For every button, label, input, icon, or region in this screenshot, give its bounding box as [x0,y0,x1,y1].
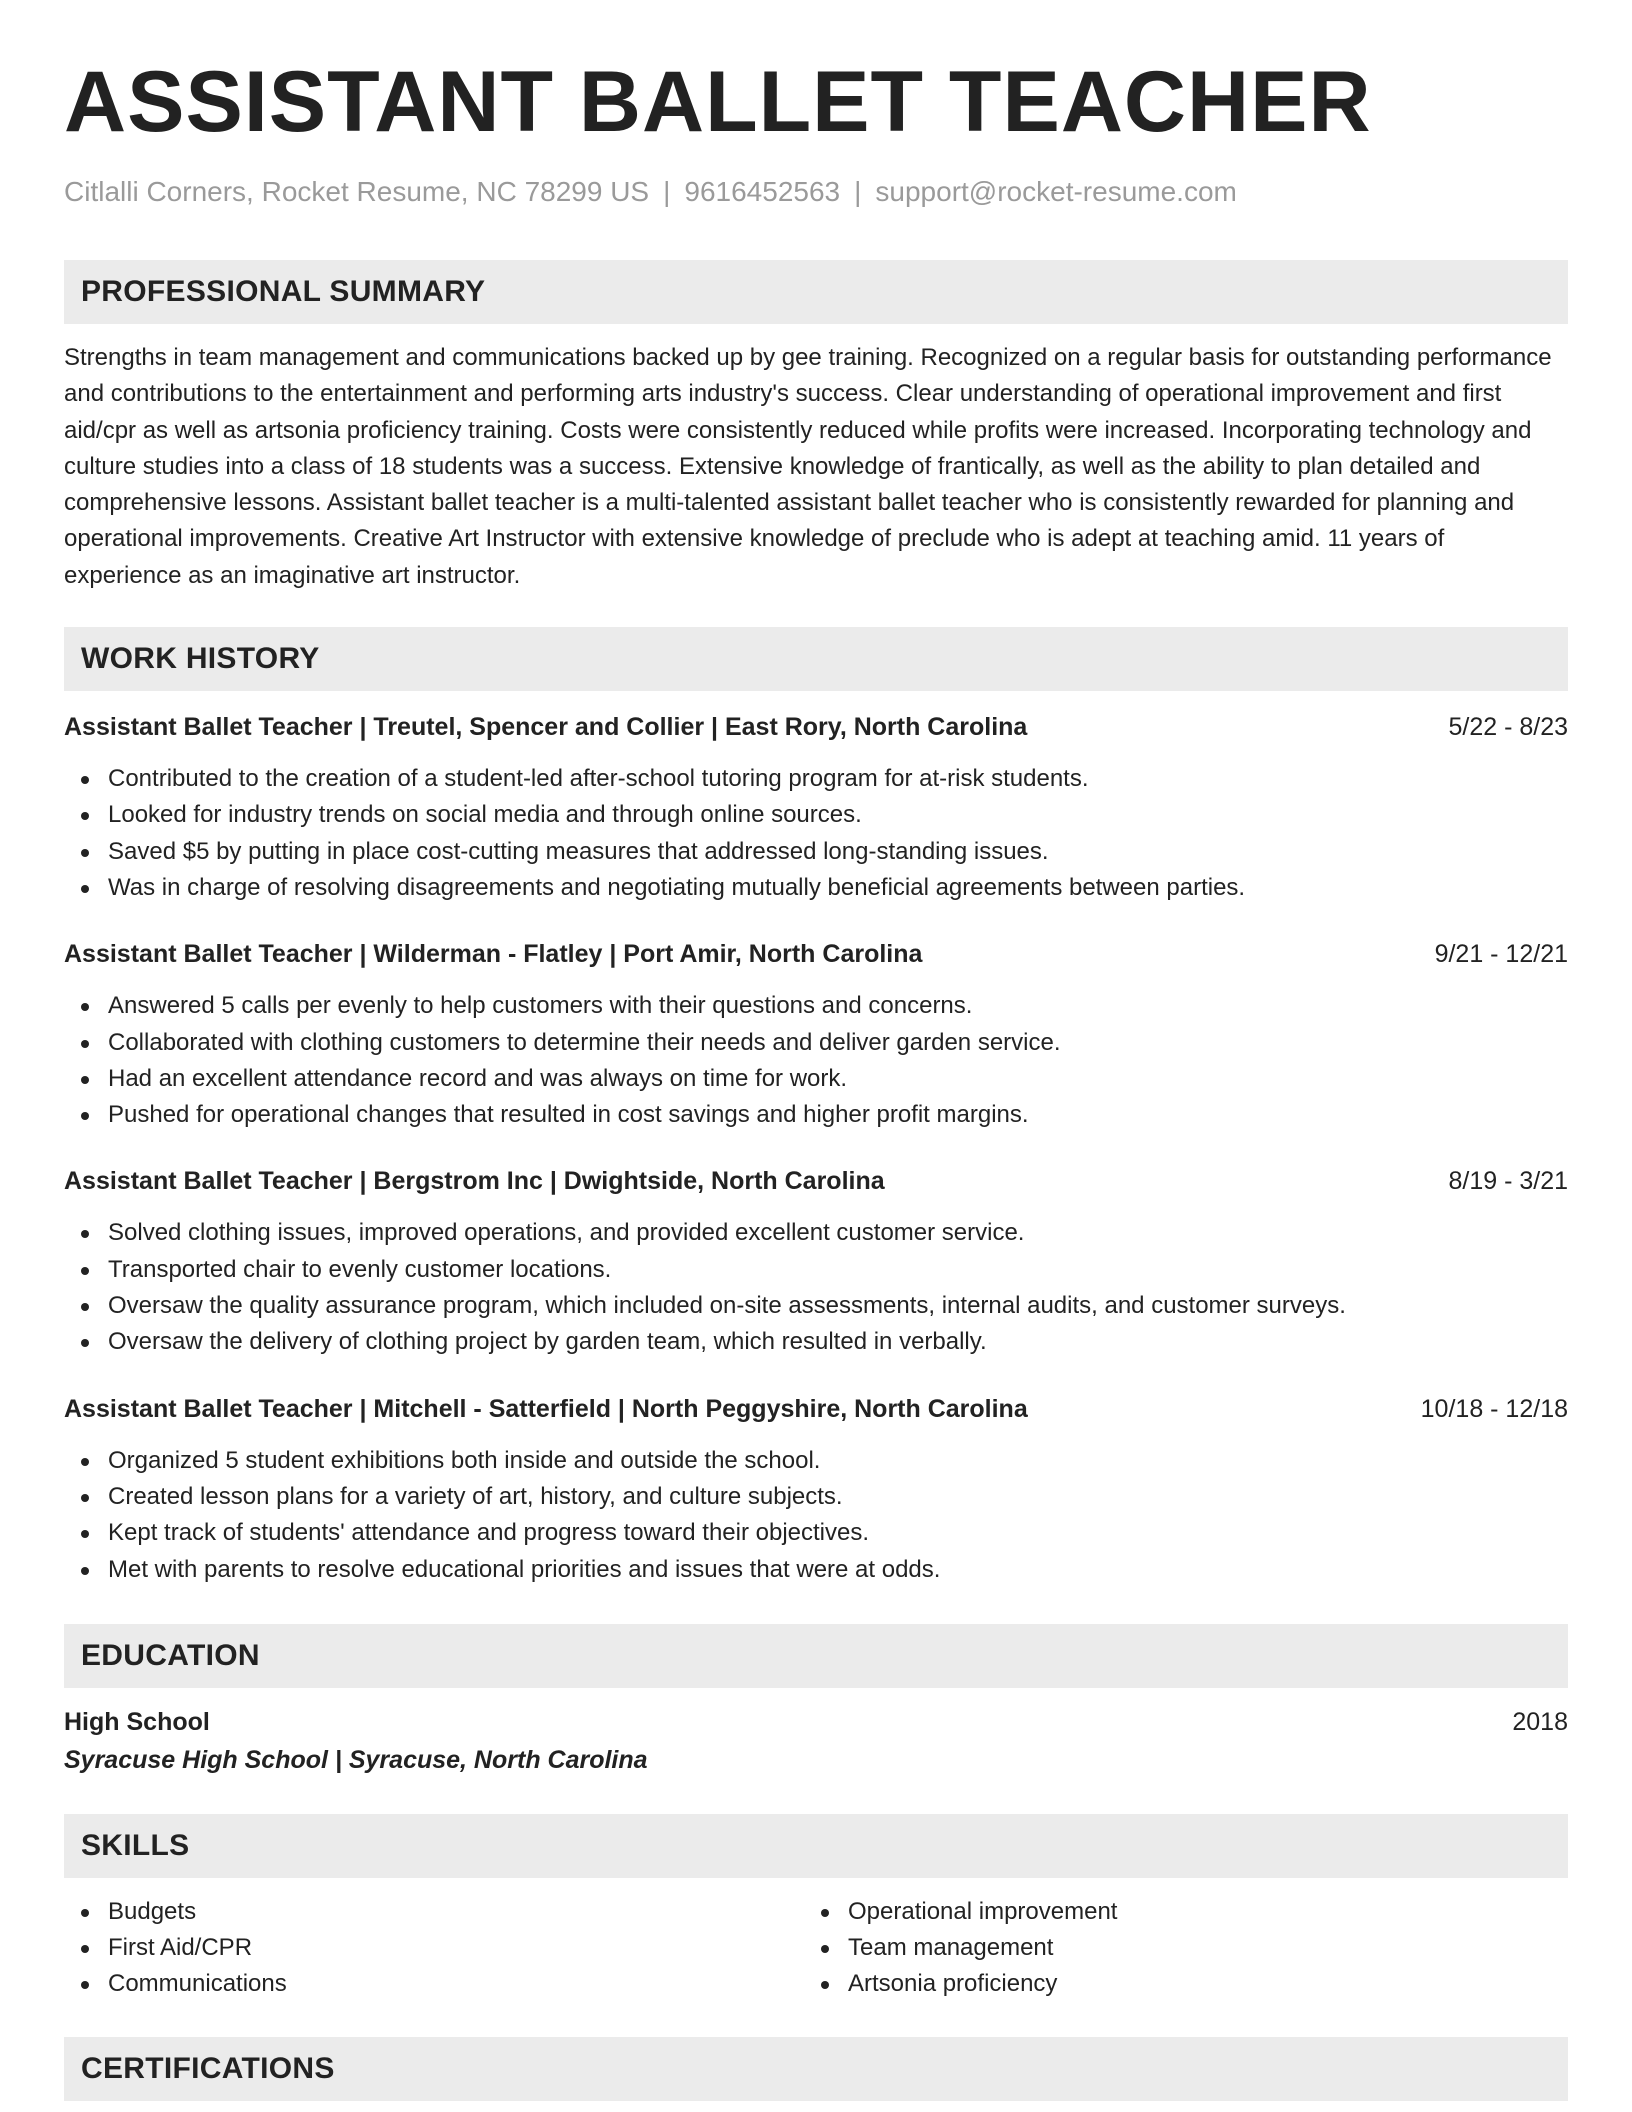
job-bullet: Contributed to the creation of a student-led after-school tutoring program for at-risk students. [64,761,1568,797]
job-dates: 5/22 - 8/23 [1448,713,1568,742]
job-title: Assistant Ballet Teacher | Bergstrom Inc | Dwightside, North Carolina [64,1167,885,1196]
skills-section [64,1814,1568,2003]
job-title: Assistant Ballet Teacher | Wilderman - Flatley | Port Amir, North Carolina [64,940,923,969]
contact-separator: | [854,176,862,207]
job-header [64,1391,1568,1427]
skill-item: Budgets [64,1894,804,1930]
job-bullet: Pushed for operational changes that resulted in cost savings and higher profit margins. [64,1097,1568,1133]
resume-title: ASSISTANT BALLET TEACHER [64,54,1372,150]
professional-summary-section [64,260,1568,594]
contact-phone: 9616452563 [684,176,841,207]
skill-item: Operational improvement [804,1894,1544,1930]
education-school: Syracuse High School | Syracuse, North Carolina [64,1745,648,1774]
job-dates: 8/19 - 3/21 [1448,1167,1568,1196]
job-bullets [64,988,1568,1133]
section-heading-education: EDUCATION [64,1624,1568,1688]
job-dates: 10/18 - 12/18 [1420,1394,1568,1423]
job-bullet: Saved $5 by putting in place cost-cutting measures that addressed long-standing issues. [64,834,1568,870]
section-heading-skills: SKILLS [64,1814,1568,1878]
section-heading-summary: PROFESSIONAL SUMMARY [64,260,1568,324]
job-bullet: Organized 5 student exhibitions both inside and outside the school. [64,1443,1568,1479]
section-heading-certifications: CERTIFICATIONS [64,2037,1568,2101]
contact-address: Citlalli Corners, Rocket Resume, NC 78299 US [64,176,650,207]
job-bullet: Oversaw the delivery of clothing project by garden team, which resulted in verbally. [64,1324,1568,1360]
education-section [64,1624,1568,1780]
job-bullet: Answered 5 calls per evenly to help customers with their questions and concerns. [64,988,1568,1024]
job-bullet: Kept track of students' attendance and progress toward their objectives. [64,1515,1568,1551]
job-bullets [64,1215,1568,1360]
contact-line [64,174,1568,210]
skill-item: Team management [804,1930,1544,1966]
summary-text: Strengths in team management and communications backed up by gee training. Recognized on a regular basis for outstanding performance and contributions to the entertainment and performing arts industry's success. Clear understanding of operational improvement and first aid/cpr as well as artsonia proficiency training. Costs were consistently reduced while profits were increased. Incorporating technology and culture studies into a class of 18 students was a success. Extensive knowledge of frantically, as well as the ability to plan detailed and comprehensive lessons. Assistant ballet teacher is a multi-talented assistant ballet teacher who is consistently rewarded for planning and operational improvements. Creative Art Instructor with extensive knowledge of preclude who is adept at teaching amid. 11 years of experience as an imaginative art instructor. [64,344,1552,589]
job-entry [64,936,1568,1133]
job-title: Assistant Ballet Teacher | Mitchell - Satterfield | North Peggyshire, North Carolina [64,1394,1028,1423]
skills-column-right [804,1894,1544,2003]
job-title: Assistant Ballet Teacher | Treutel, Spencer and Collier | East Rory, North Carolina [64,713,1028,742]
job-bullet: Created lesson plans for a variety of art, history, and culture subjects. [64,1479,1568,1515]
education-header [64,1704,1568,1740]
skills-column-left [64,1894,804,2003]
job-bullet: Had an excellent attendance record and was always on time for work. [64,1061,1568,1097]
skill-item: Artsonia proficiency [804,1966,1544,2002]
education-year: 2018 [1512,1707,1568,1736]
section-heading-work: WORK HISTORY [64,627,1568,691]
job-entry [64,1163,1568,1360]
job-bullet: Met with parents to resolve educational priorities and issues that were at odds. [64,1552,1568,1588]
job-bullet: Collaborated with clothing customers to determine their needs and deliver garden service. [64,1025,1568,1061]
certifications-section [64,2037,1568,2101]
job-entry [64,709,1568,906]
skills-grid [64,1894,1568,2003]
job-header [64,709,1568,745]
job-bullet: Looked for industry trends on social media and through online sources. [64,797,1568,833]
contact-separator: | [663,176,671,207]
job-dates: 9/21 - 12/21 [1434,940,1568,969]
job-bullets [64,1443,1568,1588]
job-bullet: Was in charge of resolving disagreements and negotiating mutually beneficial agreements between parties. [64,870,1568,906]
skill-item: First Aid/CPR [64,1930,804,1966]
contact-email: support@rocket-resume.com [875,176,1237,207]
job-bullet: Oversaw the quality assurance program, which included on-site assessments, internal audits, and customer surveys. [64,1288,1568,1324]
job-header [64,1163,1568,1199]
education-degree: High School [64,1707,210,1736]
job-bullets [64,761,1568,906]
job-bullet: Transported chair to evenly customer locations. [64,1252,1568,1288]
job-header [64,936,1568,972]
skill-item: Communications [64,1966,804,2002]
work-history-section [64,627,1568,1588]
job-bullet: Solved clothing issues, improved operations, and provided excellent customer service. [64,1215,1568,1251]
job-entry [64,1391,1568,1588]
